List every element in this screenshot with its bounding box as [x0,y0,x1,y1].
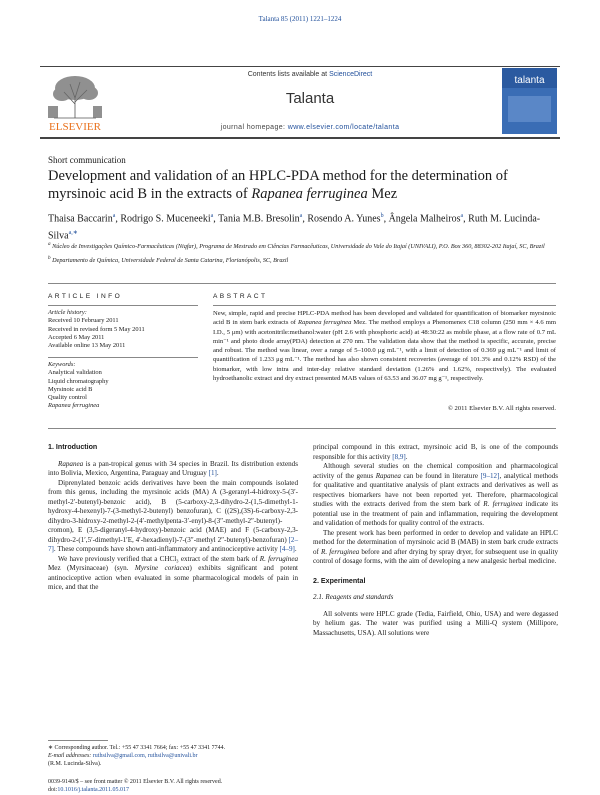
homepage-prefix: journal homepage: [220,124,288,131]
article-type: Short communication [48,155,126,165]
author-affiliation-marker[interactable]: a [210,213,214,219]
copyright-notice: © 2011 Elsevier B.V. All rights reserved. [447,405,556,412]
journal-citation[interactable]: Talanta 85 (2011) 1221–1224 [258,15,342,23]
reference-link[interactable]: [2–7] [48,535,298,553]
journal-name: Talanta [285,90,335,107]
footnote-marker: ∗ [48,745,54,751]
divider [213,305,556,306]
text: Mez (Myrsinaceae) (syn. [48,564,135,572]
body-column-left [48,443,298,593]
corresponding-author-footnote [48,744,298,768]
author-affiliation-marker[interactable]: b [380,213,384,219]
abstract-part: Mez. The method employs a Phenomenex C18 column (250 mm × 4.6 mm I.D., 5 μm) with acetonitrile:methanol:water (pH 2.6 with phosphoric acid) at 48:30:22 as mobile phase, at a flow rate of 0.7 mL min⁻¹ and photo diode array(PDA) detection at 270 nm. The validation data show that the method is specific, accurate, precise and robust. The method was linear, over a range of 5–100.0 μg mL⁻¹, with a limit of detection of 0.369 μg mL⁻¹ and limit of quantification of 1.233 μg mL⁻¹. The method has also shown consistent recoveries (average of 101.3% and 0.12% RSD) of the biomarker, with low intra and inter-day relative standard deviation (1.26% and 1.62%, respectively). The evaluated hydroethanolic extract and dry extract presented MAB values of 63.53 and 36.07 mg g⁻¹, respectively. [213,319,556,383]
author-name[interactable]: Rodrigo S. Muceneeki [120,213,211,225]
email-label: E-mail addresses: [48,753,92,759]
subsection-heading-reagents: 2.1. Reagents and standards [313,593,394,601]
title-main: Development and validation of an HPLC-PDA method for the determination of myrsinoic acid B in the extracts of [48,168,508,202]
keyword-item: Myrsinoic acid B [48,385,93,393]
divider [48,428,556,429]
journal-homepage [120,124,500,131]
species-name: Myrsine coriacea [134,564,190,572]
author-separator: , [213,213,219,225]
title-end: Mez [367,186,398,202]
text: is a pan-tropical genus with 34 species in Brazil. Its distribution extends into Bolivia, Mexico, Argentina, Paraguay and Uruguay [48,459,298,477]
article-title [48,167,558,203]
author-separator: , [302,213,308,225]
abstract-text [213,309,556,383]
issn-doi [48,778,348,794]
section-heading-introduction: 1. Introduction [48,443,98,451]
abstract-species: Rapanea ferruginea [298,319,352,327]
contents-prefix: Contents lists available at [247,71,330,78]
text: Diprenylated benzoic acids derivatives have been the main compounds isolated from this genus, including the myrsinoic acids (MA) A (3-geranyl-4-hidroxy-5-(3′-methyl-2′-butenyl)-benzoic acid), B (5-carboxy-2,3-dihydro-2-(1,5-dimethyl-1-hydroxy-4-hexenyl)-7-(3-methyl-2-butenyl) benzofuran), C ((2S),(3S)-6-carboxy-2,3-dihydro-3-hidroxy-2-methyl-2-(4′-methylpenta-3′-enyl)-8-(3″-methyl-2″-butenyl)-cromon), E (3,5-digeranyl-4-hydroxy)-benzoic acid (MAE) and F (5-carboxy-2,3-dihydro-2-(1′,5′-dimethyl-1′E, 4′-hexadienyl)-7-(3″-methyl 2″-butenyl)-benzofuran) [48,478,298,544]
homepage-link[interactable]: www.elsevier.com/locate/talanta [287,124,400,131]
keywords-label: Keywords: [48,361,76,368]
paragraph: Rapanea is a pan-tropical genus with 34 species in Brazil. Its distribution extends into Bolivia, Mexico, Argentina, Paraguay and Uruguay [1]. [48,459,298,477]
author-separator: , [115,213,121,225]
spacer [313,567,558,577]
divider [48,357,198,358]
text: Although several studies on the chemical composition and pharmacological activity of the genus [313,462,558,480]
keyword-item: Rapanea ferruginea [48,402,100,410]
keyword-list [48,361,198,411]
elsevier-tree-icon [40,68,110,134]
text: indicate its potential use in the treatment of pain and inflammation, requiring the development and validation of methods for quality control of the extracts. [313,500,558,527]
paragraph: principal compound in this extract, myrsinoic acid B, is one of the compounds responsible for this activity [8,9]. [313,443,558,461]
author-list [48,209,558,244]
abstract-heading: ABSTRACT [213,293,268,300]
species-name: Rapanea [58,459,84,468]
reference-link[interactable]: [4–9] [279,545,295,553]
cover-title: talanta [514,75,545,86]
journal-cover-icon [502,68,557,134]
author-name[interactable]: Thaisa Baccarin [48,213,113,225]
species-name: Rapanea [375,471,401,480]
title-species: Rapanea ferruginea [251,186,368,202]
divider [48,283,556,284]
author-name[interactable]: Ruth M. Lucinda-Silva [48,213,541,242]
doi-link[interactable]: 10.1016/j.talanta.2011.05.017 [57,787,129,793]
text: ) exhibits significant and potent antinociceptive action when evaluated in some pharmacological models of pain in mice, and that the [48,564,298,591]
history-revised: Received in revised form 5 May 2011 [48,325,145,333]
keyword-item: Quality control [48,394,87,402]
author-name[interactable]: Rosendo A. Yunes [307,213,381,225]
journal-cover-thumbnail[interactable] [502,68,557,134]
article-info-heading: ARTICLE INFO [48,293,123,300]
author-affiliation-marker[interactable]: a [112,213,116,219]
history-label: Article history: [48,309,87,316]
paragraph [313,610,558,639]
doi-prefix: doi: [48,787,58,793]
author-separator: , [463,213,469,225]
elsevier-logo[interactable] [40,68,110,134]
reference-link[interactable]: [9–12] [480,471,500,480]
email-owner: (R.M. Lucinda-Silva). [48,761,102,767]
history-online: Available online 13 May 2011 [48,342,126,350]
affiliation [48,240,558,251]
body-column-right [313,443,558,638]
species-name: R. ferruginea [321,547,360,556]
reference-link[interactable]: [1] [208,469,217,477]
front-matter-line: 0039-9140/$ – see front matter © 2011 Elsevier B.V. All rights reserved. [48,779,223,785]
paragraph [48,555,298,593]
text: The present work has been performed in order to develop and validate an HPLC method for the determination of myrsinoic acid B (MAB) in stem bark crude extracts of [313,528,558,556]
species-name: R. ferruginea [259,554,299,563]
affiliation-text: Núcleo de Investigações Químico-Farmacêuticas (Niqfar), Programa de Mestrado em Ciências Farmacêuticas, Universidade do Vale do Itajaí (UNIVALI), P.O. Box 360, 88302-202 Itajaí, SC, Brazil [52,243,545,251]
text: We have previously verified that a CHCl₃ extract of the stem bark of [58,554,260,563]
author-name[interactable]: Ângela Malheiros [388,213,461,225]
history-received: Received 10 February 2011 [48,317,119,325]
author-affiliation-marker[interactable]: a [460,213,464,219]
affiliation-marker: a [48,241,51,247]
text: before and after drying by spray dryer, for subsequent use in quality control of dosage forms, with the aim of developing a new analgesic herbal medicine. [313,547,559,565]
abstract-part: New, simple, rapid and precise HPLC-PDA method has been developed and validated for quantification of biomarker myrsinoic acid B in stem bark extracts of [213,310,556,327]
sciencedirect-link[interactable]: ScienceDirect [329,71,373,78]
affiliation [48,254,558,265]
text: can be found in literature [400,471,481,480]
email-link[interactable]: ruthsilva@gmail.com, ruthsilva@univali.br [92,753,198,759]
author-affiliation-marker[interactable]: a [299,213,303,219]
affiliation-text: Departamento de Química, Universidade Federal de Santa Catarina, Florianópolis, SC, Brazil [52,257,289,265]
text: principal compound in this extract, myrsinoic acid B, is one of the compounds responsible for this activity [313,443,558,461]
species-name: R. ferruginea [483,500,523,508]
keyword-item: Liquid chromatography [48,377,109,385]
contents-availability [120,71,500,78]
text: All solvents were HPLC grade (Tedia, Fairfield, Ohio, USA) and were degassed by helium gas. The water was purified using a Milli-Q system (Millipore, Massachusetts, USA). All solutions were [313,609,558,637]
reference-link[interactable]: [8,9] [392,452,406,461]
author-affiliation-marker[interactable]: a,∗ [68,230,78,237]
paragraph: Diprenylated benzoic acids derivatives have been the main compounds isolated from this genus, including the myrsinoic acids (MA) A (3-geranyl-4-hidroxy-5-(3′-methyl-2′-butenyl)-benzoic acid), B (5-carboxy-2,3-dihydro-2-(1,5-dimethyl-1-hydroxy-4-hexenyl)-7-(3-methyl-2-butenyl) benzofuran), C ((2S),(3S)-6-carboxy-2,3-dihydro-3-hidroxy-2-methyl-2-(4′-methylpenta-3′-enyl)-8-(3″-methyl-2″-butenyl)-cromon), E (3,5-digeranyl-4-hydroxy)-benzoic acid (MAE) and F (5-carboxy-2,3-dihydro-2-(1′,5′-dimethyl-1′E, 4′-hexadienyl)-7-(3″-methyl 2″-butenyl)-benzofuran) [2–7]. These compounds have shown anti-inflammatory and antinociceptive activity [4–9]. [48,478,298,553]
affiliation-list [48,240,558,268]
text: . These compounds have shown anti-inflammatory and antinociceptive activity [53,545,280,553]
article-history [48,309,198,350]
keyword-item: Analytical validation [48,369,102,377]
publisher-name: ELSEVIER [49,121,101,133]
divider [48,305,198,306]
footnote-text: Corresponding author. Tel.: +55 47 3341 7664; fax: +55 47 3341 7744. [54,745,226,751]
author-name[interactable]: Tania M.B. Bresolin [218,213,300,225]
paragraph [313,462,558,529]
affiliation-marker: b [48,255,51,262]
paragraph [313,529,558,567]
author-separator: , [383,213,389,225]
section-heading-experimental: 2. Experimental [313,576,366,585]
footnote-divider [48,740,108,741]
text: , analytical methods for qualitative and quantitative analysis of plant extracts and derivatives as well as respectives biomarkers have not been reported yet. Therefore, pharmacological studies with the extracts derived from the stem bark of [313,471,558,508]
history-accepted: Accepted 6 May 2011 [48,333,105,341]
